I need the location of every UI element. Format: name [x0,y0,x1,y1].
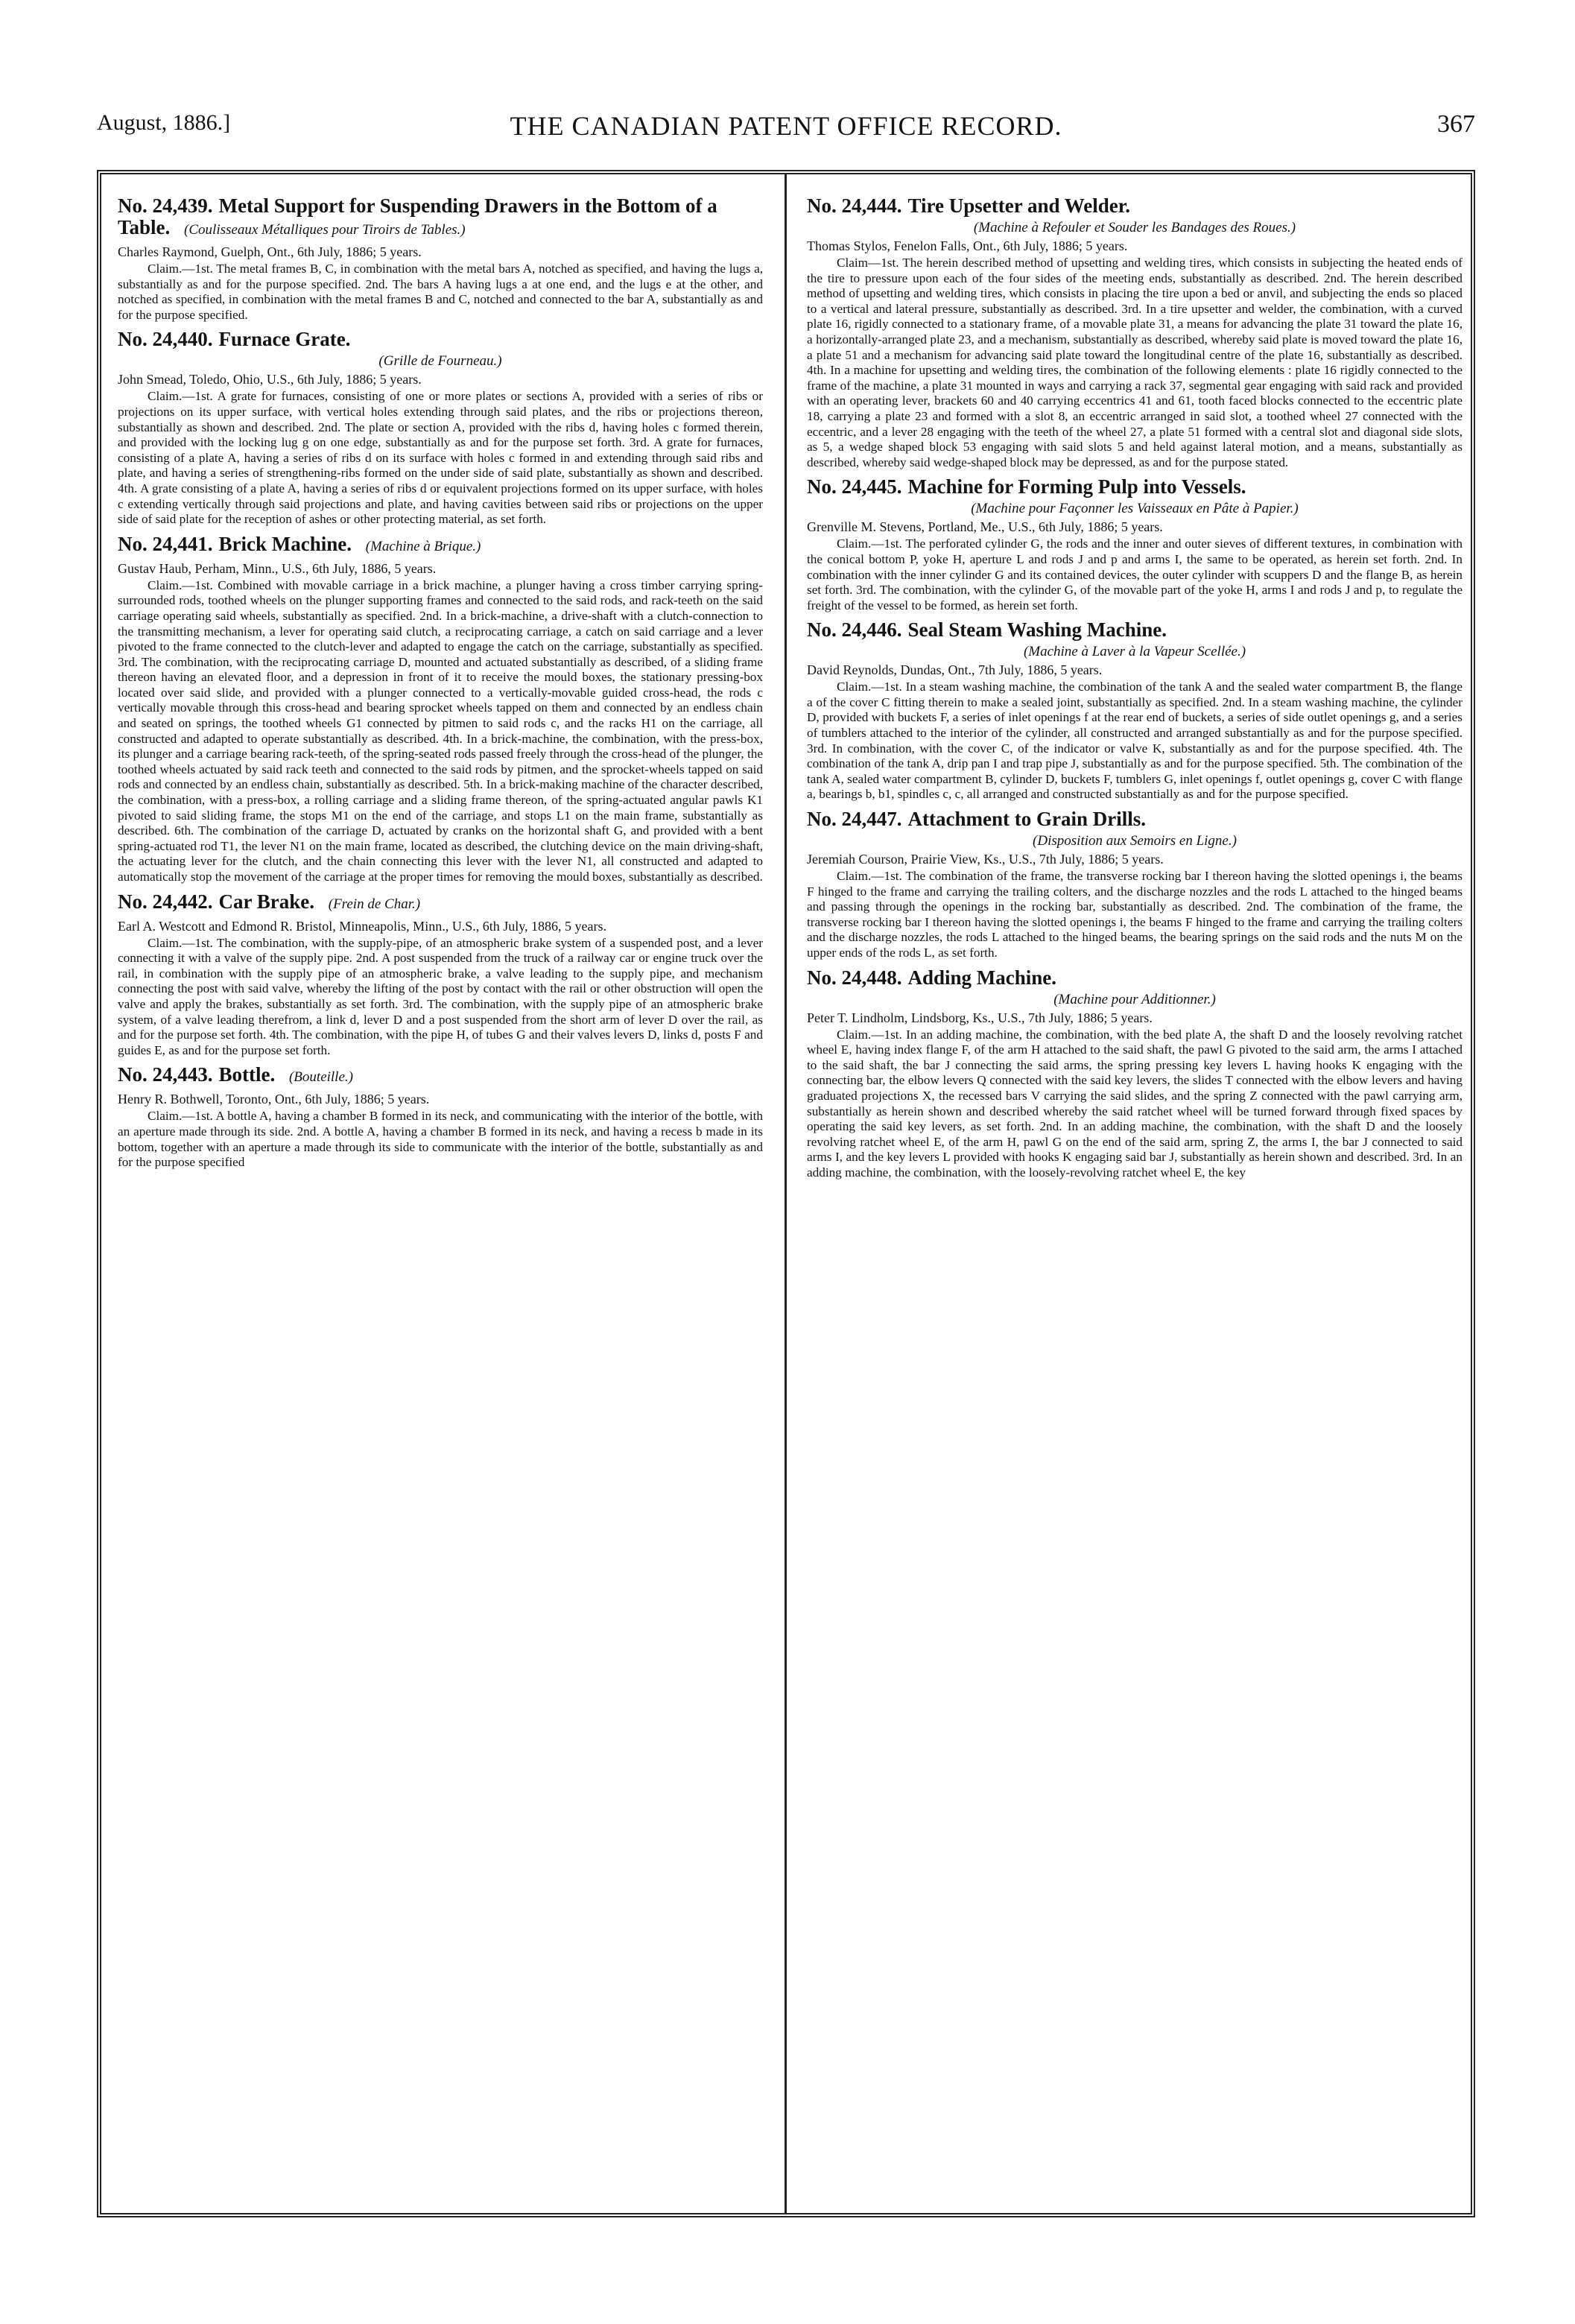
claim-text: Claim—1st. The herein described method of upsetting and welding tires, which consists in subjecting the heated ends of the tire to pressure upon each of the four sides of the meeting ends, substantially as described. 2nd. The herein described method of upsetting and welding tires, which consists in placing the tire upon a bed or anvil, and subjecting the ends so placed to a vertical and lateral pressure, substantially as described. 3rd. In a tire upsetter and welder, the combination, with a curved plate 16, rigidly connected to a stationary frame, of a movable plate 31, a means for advancing the plate 31 toward the plate 16, a horizontally-arranged plate 23, and a mechanism, substantially as described, whereby said plate is moved toward the plate 16, a plate 51 and a mechanism for advancing said plate toward the longitudinal centre of the plate 16, substantially as described. 4th. In a machine for upsetting and welding tires, the combination of the following elements : plate 16 rigidly connected to the frame of the machine, a plate 31 mounted in ways and carrying a rack 37, segmental gear engaging with said rack and provided with an operating lever, brackets 60 and 40 carrying eccentrics 41 and 61, tooth faced blocks connected to the eccentric plate 18, carrying a plate 23 and formed with a slot 8, an eccentric arranged in said slot, a toothed wheel 27 connected with the eccentric, and a lever 28 engaging with the teeth of the wheel 27, a plate 51 formed with a central slot and diagonal side slots, as 5, a wedge shaped block 53 engaging with said slots 5 and held against lateral motion, and a means, substantially as described, whereby said wedge-shaped block may be depressed, as and for the purpose stated. [807,256,1462,469]
entry-title [807,476,1462,498]
patent-title: Adding Machine. [907,966,1057,989]
inventor-line: Peter T. Lindholm, Lindsborg, Ks., U.S., 7th July, 1886; 5 years. [807,1010,1153,1025]
claim-text: Claim.—1st. In a steam washing machine, the combination of the tank A and the sealed water compartment B, the flange a of the cover C fitting therein to make a sealed joint, substantially as specified. 2nd. In a steam washing machine, the cylinder D, provided with buckets F, a series of inlet openings f at the rear end of buckets, a series of side outlet openings g, and a series of tumblers attached to the interior of the cylinder, all constructed and arranged substantially as and for the purpose specified. 3rd. In combination, with the cover C, of the indicator or valve K, substantially as and for the purpose specified. 4th. The combination of the tank A, drip pan I and trap pipe J, substantially as and for the purpose specified. 5th. The combination of the tank A, sealed water compartment B, cylinder D, buckets F, tumblers G, inlet openings f, outlet openings g, cover C with flange a, bearings b, b1, spindles c, c, all arranged and constructed substantially as and for the purpose specified. [807,680,1462,802]
entry-title [118,1064,763,1088]
patent-entry [807,476,1462,613]
patent-title: Car Brake. [218,890,314,913]
patent-title: Seal Steam Washing Machine. [907,618,1167,642]
claim-text: Claim.—1st. The perforated cylinder G, the rods and the inner and outer sieves of different textures, in combination with the conical bottom P, yoke H, aperture L and rods J and p and arms I, the same to be operated, as herein set forth. 2nd. In combination with the inner cylinder G and its contained devices, the outer cylinder with scuppers D and the flange B, as herein set forth. 3rd. The combination, with the cylinder G, of the movable part of the yoke H, arms I and rods J and p, to regulate the freight of the vessel to be formed, as herein set forth. [807,536,1462,612]
publication-title: THE CANADIAN PATENT OFFICE RECORD. [510,111,1062,141]
claim-text: Claim.—1st. The combination of the frame, the transverse rocking bar I thereon having the slotted openings i, the beams F hinged to the frame and carrying the trailing colters, and the discharge nozzles and the rods L attached to the hinged beams and passing through the openings in the rocking bar, substantially as described. 2nd. The combination of the frame, the transverse rocking bar I thereon having the slotted openings i, the beams F hinged to the frame and carrying the trailing colters and the discharge nozzles, the rods L attached to the hinged beams, the bearing springs on the said rods and the nuts M on the upper ends of the rods L, as set forth. [807,869,1462,960]
entry-title [118,891,763,915]
patent-french-title: (Machine pour Additionner.) [1053,991,1216,1007]
patent-number: No. 24,442. [118,890,213,913]
page-number: 367 [1437,110,1475,138]
patent-french-title: (Bouteille.) [288,1069,353,1086]
claim-text: Claim.—1st. A bottle A, having a chamber B formed in its neck, and communicating with the interior of the bottle, with an aperture made through its side. 2nd. A bottle A, having a chamber B formed in its neck, and having a recess b made in its bottom, together with an aperture a made through its side to communicate with the interior of the bottle, substantially as and for the purpose specified [118,1109,763,1170]
claim-text: Claim.—1st. Combined with movable carriage in a brick machine, a plunger having a cross timber carrying spring-surrounded rods, toothed wheels on the plunger supporting frames and connected to the said rods, and rack-teeth on the said carriage operating said wheels, substantially as specified. 2nd. In a brick-machine, a drive-shaft with a clutch-connection to the transmitting mechanism, a lever for operating said clutch, a reciprocating carriage, a catch on said carriage and a lever pivoted to the frame connected to the clutch-lever and adapted to engage the catch on the carriage, substantially as specified. 3rd. The combination, with the reciprocating carriage D, mounted and actuated substantially as described, of a sliding frame thereon having an elevated floor, and a depression in front of it to receive the mould boxes, the stationary pressing-box located over said slide, and provided with a plunger connected to a vertically-movable guided cross-head, the rods c vertically movable through this cross-head and bearing sprocket wheels tapped on them and connected by an endless chain and seated on springs, the toothed wheels G1 connected by pitmen to said rods c, and the racks H1 on the carriage, all constructed and adapted to operate substantially as described. 4th. In a brick-machine, the combination, with the press-box, its plunger and a carriage bearing rack-teeth, of the spring-seated rods passed freely through the cross-head of the plunger, the toothed wheels actuated by said rack teeth and connected to the said rods by pitmen, and the sprocket-wheels tapped on said rods and connected by an endless chain, substantially as described. 5th. In a brick-making machine of the character described, the combination, with a press-box, a rolling carriage and a sliding frame thereon, of the spring-actuated angular pawls K1 pivoted to said sliding frame, the stops M1 on the end of the carriage, and stops L1 on the main frame, substantially as described. 6th. The combination of the carriage D, actuated by cranks on the horizontal shaft G, and provided with a bent spring-actuated rod T1, the lever N1 on the main frame, located as described, the clutching device on the main driving-shaft, the actuating lever for the clutch, and the chain connecting this lever with the lever N1, all constructed and adapted to automatically stop the movement of the carriage at the proper times for removing the mould boxes, substantially as described. [118,577,763,884]
inventor-line: Henry R. Bothwell, Toronto, Ont., 6th July, 1886; 5 years. [118,1092,430,1107]
patent-number: No. 24,443. [118,1063,213,1086]
claim-text: Claim.—1st. The combination, with the supply-pipe, of an atmospheric brake system of a suspended post, and a lever connecting it with a valve of the supply pipe. 2nd. A post suspended from the truck of a railway car or engine truck over the rail, in combination with the supply pipe of an atmospheric brake, a valve leading to the supply pipe, and mechanism connecting the post with said valve, whereby the lifting of the post by contact with the rail or other obstruction will open the valve and apply the brakes, substantially as set forth. 3rd. The combination, with the supply pipe of an atmospheric brake system, of a valve leading therefrom, a link d, lever D and a post suspended from the short arm of lever D over the rail, as and for the purpose set forth. 4th. The combination, with the pipe H, of tubes G and their valves levers D, links d, posts F and guides E, as and for the purpose set forth. [118,935,763,1057]
claim-text: Claim.—1st. A grate for furnaces, consisting of one or more plates or sections A, provided with a series of ribs or projections on its upper surface, with vertical holes extending through said plates, and the ribs or projections thereon, substantially as shown and described. 2nd. The plate or section A, provided with the ribs d, having holes c formed therein, and provided with the locking lug g on one edge, substantially as and for the purpose set forth. 3rd. A grate for furnaces, consisting of a plate A, having a series of ribs d on its surface with holes c formed in and extending through said ribs and plate, and having a series of strengthening-ribs formed on the under side of said plate, substantially as shown and described. 4th. A grate consisting of a plate A, having a series of ribs d or equivalent projections formed on its upper surface, with holes c extending vertically through said projections and plate, and having cavities between said ribs or projections on the upper side of said plate for the reception of ashes or other protecting material, as set forth. [118,389,763,527]
inventor-line: Gustav Haub, Perham, Minn., U.S., 6th July, 1886, 5 years. [118,560,437,576]
patent-number: No. 24,445. [807,475,902,498]
entry-title [118,533,763,557]
patent-french-title: (Frein de Char.) [328,896,421,912]
patent-title: Attachment to Grain Drills. [907,808,1146,831]
patent-number: No. 24,441. [118,532,213,555]
entry-title [118,195,763,241]
inventor-line: Earl A. Westcott and Edmond R. Bristol, Minneapolis, Minn., U.S., 6th July, 1886, 5 years. [118,918,607,934]
patent-title: Bottle. [218,1063,276,1086]
inventor-line: David Reynolds, Dundas, Ont., 7th July, 1886, 5 years. [807,662,1103,678]
patent-french-title: (Grille de Fourneau.) [378,353,502,370]
patent-entry [807,619,1462,802]
inventor-line: Thomas Stylos, Fenelon Falls, Ont., 6th July, 1886; 5 years. [807,238,1128,253]
patent-french-title: (Machine à Laver à la Vapeur Scellée.) [1023,644,1246,660]
patent-french-title: (Machine à Refouler et Souder les Bandages des Roues.) [973,220,1296,235]
patent-french-title: (Machine à Brique.) [365,538,481,554]
left-column [118,195,763,2204]
patent-number: No. 24,448. [807,966,902,989]
patent-entry [807,195,1462,470]
patent-entry [118,1064,763,1170]
entry-title [118,329,763,350]
claim-text: Claim.—1st. The metal frames B, C, in combination with the metal bars A, notched as specified, and having the lugs a, substantially as and for the purpose specified. 2nd. The bars A having lugs a at one end, and the lugs e at the other, and notched as specified, in combination with the metal frames B and C, notched and connected to the bar A, substantially as and for the purpose specified. [118,262,763,322]
patent-entry [807,808,1462,961]
patent-number: No. 24,446. [807,618,902,642]
entry-title [807,967,1462,989]
patent-french-title: (Coulisseaux Métalliques pour Tiroirs de Tables.) [184,222,466,238]
patent-title: Metal Support for Suspending Drawers in the Bottom of a Table. [118,195,717,238]
inventor-line: Grenville M. Stevens, Portland, Me., U.S., 6th July, 1886; 5 years. [807,519,1163,535]
claim-text: Claim.—1st. In an adding machine, the combination, with the bed plate A, the shaft D and the loosely revolving ratchet wheel E, having index flange F, of the arm H attached to the said shaft, the pawl G pivoted to the said arm, the arms I attached to the said shaft, the bar J connecting the said arms, the spring pressing key levers L having hooks K engaging with the connecting bar, the elbow levers Q connected with the said key levers, the slides T connected with the elbow levers and having graduated projections X, the recessed bars V carrying the said slides, and the spring Z connected with the pawl carrying arm, substantially as herein shown and described whereby the said ratchet wheel will be turned forward through fixed spaces by operating the said key levers, as set forth. 2nd. In an adding machine, the combination, with the shaft D and the loosely revolving ratchet wheel E, of the arm H, pawl G on the end of the said arm, spring Z, the arms I, the bar J connected to said arms I, and the key levers L provided with hooks K engaging said bar J, substantially as herein shown and described. 3rd. In an adding machine, the combination, with the loosely-revolving ratchet wheel E, the key [807,1027,1462,1180]
patent-entry [118,329,763,527]
page-frame [97,170,1475,2217]
column-divider [785,174,787,2213]
patent-entry [118,891,763,1059]
patent-title: Brick Machine. [218,532,352,555]
patent-number: No. 24,439. [118,195,213,217]
patent-entry [118,533,763,885]
entry-title [807,195,1462,217]
right-column [807,195,1462,2204]
patent-french-title: (Disposition aux Semoirs en Ligne.) [1033,833,1237,849]
patent-entry [807,967,1462,1181]
patent-entry [118,195,763,323]
patent-title: Machine for Forming Pulp into Vessels. [907,475,1246,498]
patent-number: No. 24,444. [807,195,902,217]
patent-french-title: (Machine pour Façonner les Vaisseaux en Pâte à Papier.) [971,501,1299,517]
patent-title: Furnace Grate. [218,328,351,351]
entry-title [807,619,1462,641]
patent-title: Tire Upsetter and Welder. [907,195,1131,217]
entry-title [807,808,1462,830]
page-header [97,110,1475,155]
patent-number: No. 24,447. [807,808,902,831]
issue-date: August, 1886.] [97,110,231,135]
inventor-line: Charles Raymond, Guelph, Ont., 6th July, 1886; 5 years. [118,244,422,259]
inventor-line: Jeremiah Courson, Prairie View, Ks., U.S., 7th July, 1886; 5 years. [807,852,1164,867]
patent-number: No. 24,440. [118,328,213,351]
inventor-line: John Smead, Toledo, Ohio, U.S., 6th July, 1886; 5 years. [118,372,422,387]
